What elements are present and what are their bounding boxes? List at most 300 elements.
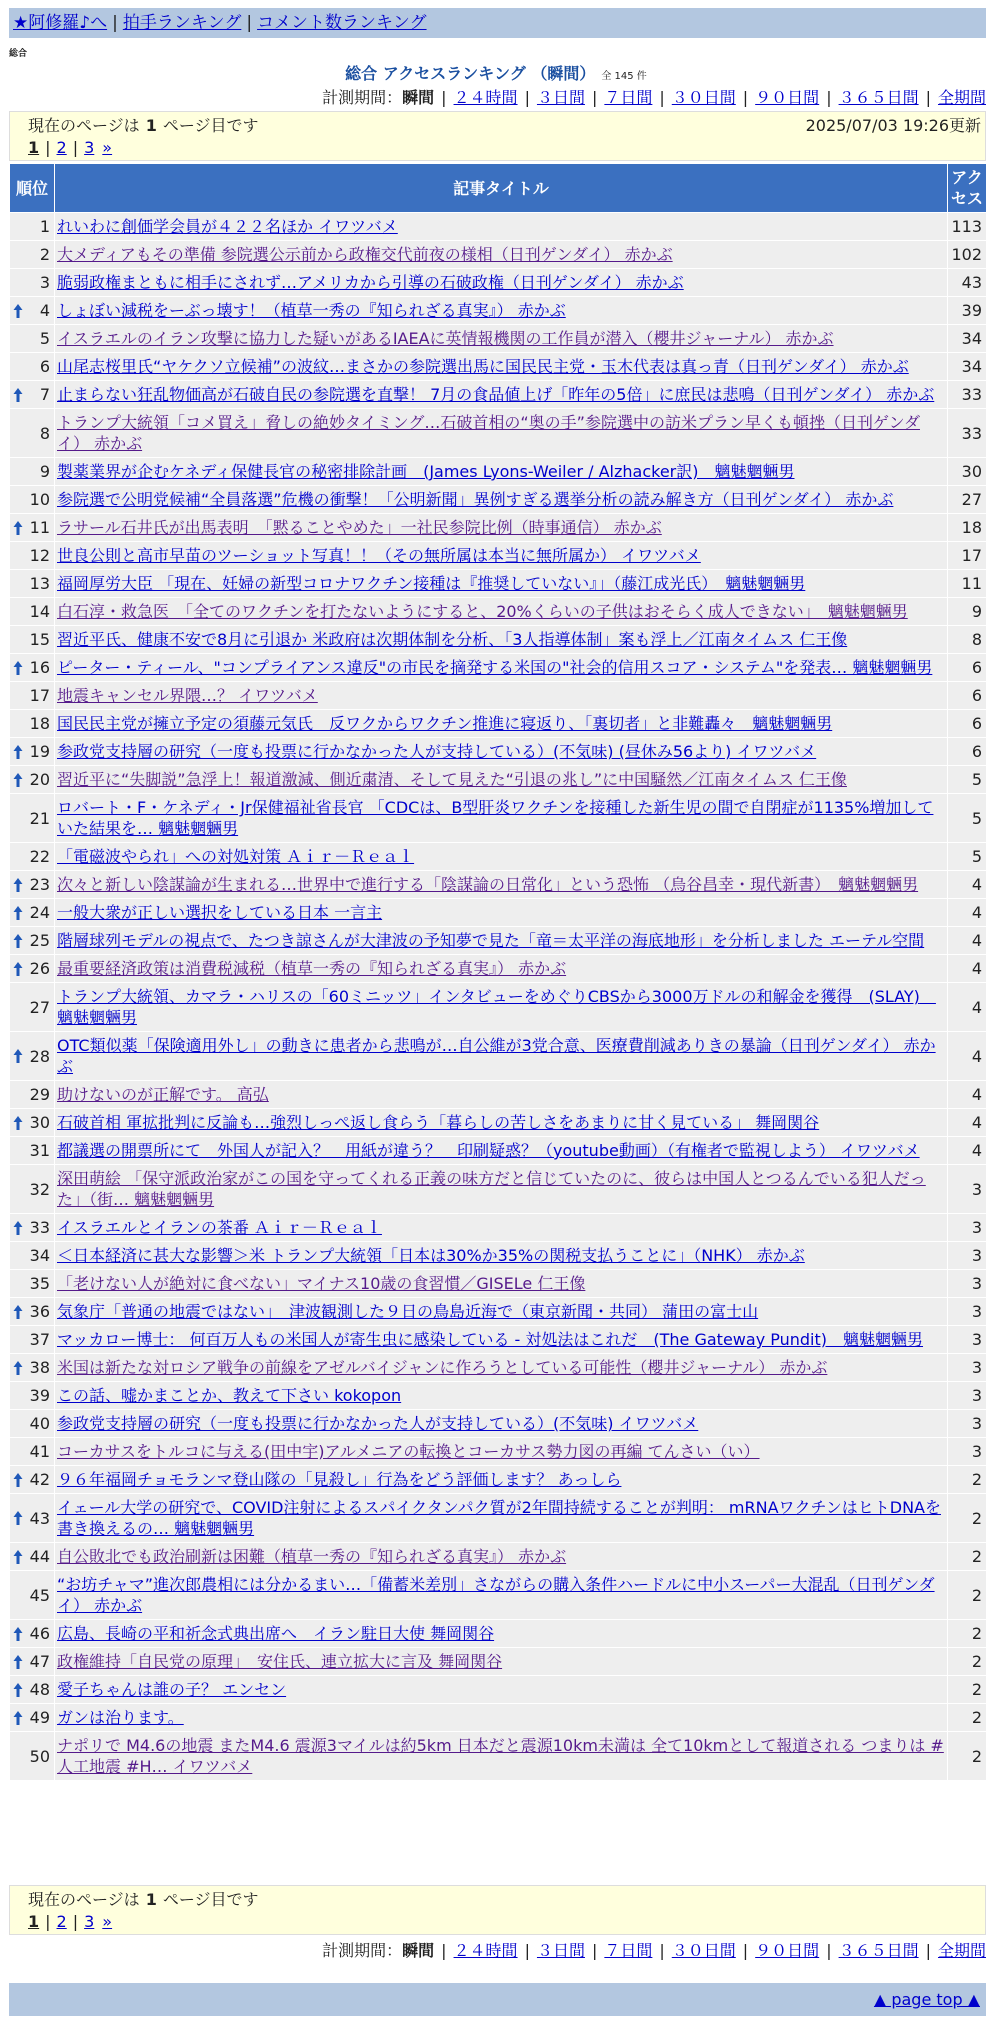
rank-number: 8 — [39, 423, 50, 443]
title-cell — [55, 1354, 948, 1382]
rank-cell — [10, 542, 55, 570]
title-cell — [55, 542, 948, 570]
title-cell — [55, 598, 948, 626]
article-title-link[interactable]: ロバート・F・ケネディ・Jr保健福祉省長官 「CDCは、B型肝炎ワクチンを接種した新生児の間で自閉症が1135%増加していた結果を… 魑魅魍魎男 — [57, 798, 934, 838]
rank-cell — [10, 1326, 55, 1354]
rank-number: 44 — [29, 1547, 50, 1566]
period-option-link[interactable]: 全期間 — [937, 1941, 986, 1960]
period-separator: | — [441, 88, 447, 107]
rank-number: 5 — [39, 329, 50, 348]
access-count: 4 — [948, 899, 987, 927]
rank-cell — [10, 1109, 55, 1137]
pagination — [28, 1911, 967, 1933]
access-count: 6 — [948, 654, 987, 682]
article-title-link[interactable]: 習近平氏、健康不安で8月に引退か 米政府は次期体制を分析、「3人指導体制」案も浮上／江南タイムス 仁王像 — [57, 630, 848, 649]
table-row — [10, 570, 987, 598]
article-title-link[interactable]: ナポリで M4.6の地震 またM4.6 震源3マイルは約5km 日本だと震源10km未満は 全て10kmとして報道される つまりは #人工地震 #H… イワツバメ — [57, 1736, 944, 1776]
table-row — [10, 1676, 987, 1704]
access-count: 33 — [948, 409, 987, 458]
rank-cell — [10, 381, 55, 409]
table-row — [10, 1571, 987, 1620]
title-cell — [55, 1214, 948, 1242]
access-count: 2 — [948, 1543, 987, 1571]
access-count: 27 — [948, 486, 987, 514]
article-title-link[interactable]: 脆弱政権まともに相手にされず…アメリカから引導の石破政権（日刊ゲンダイ） 赤かぶ — [57, 273, 684, 292]
article-title-link[interactable]: イスラエルとイランの茶番 Ａｉｒ－Ｒｅａｌ — [57, 1218, 382, 1237]
access-count: 3 — [948, 1382, 987, 1410]
access-count: 2 — [948, 1732, 987, 1781]
current-page-number: 1 — [145, 116, 157, 135]
title-cell — [55, 1137, 948, 1165]
rank-up-arrow-icon — [13, 772, 23, 788]
page-link[interactable]: 1 — [28, 1912, 40, 1931]
article-title-link[interactable]: 都議選の開票所にて 外国人が記入？ 用紙が違う？ 印刷疑惑？（youtube動画）（有権者で監視しよう） イワツバメ — [57, 1141, 920, 1160]
title-cell — [55, 1109, 948, 1137]
access-count: 3 — [948, 1410, 987, 1438]
table-header-row — [10, 164, 987, 213]
title-cell — [55, 409, 948, 458]
title-cell — [55, 514, 948, 542]
rank-number: 40 — [29, 1414, 50, 1433]
rank-number: 17 — [29, 686, 50, 705]
article-title-link[interactable]: 福岡厚労大臣 「現在、妊婦の新型コロナワクチン接種は『推奨していない』」（藤江成光氏） 魑魅魍魎男 — [57, 574, 806, 593]
article-title-link[interactable]: 自公敗北でも政治刷新は困難（植草一秀の『知られざる真実』） 赤かぶ — [57, 1547, 567, 1566]
rank-up-arrow-icon — [13, 744, 23, 760]
access-count: 2 — [948, 1571, 987, 1620]
table-row — [10, 1382, 987, 1410]
rank-number: 49 — [29, 1708, 50, 1727]
rank-cell — [10, 1354, 55, 1382]
rank-up-arrow-icon — [13, 1654, 23, 1670]
table-row — [10, 1326, 987, 1354]
page-title — [0, 62, 992, 89]
title-cell — [55, 1081, 948, 1109]
rank-cell — [10, 1081, 55, 1109]
period-label: 計測期間： — [322, 1941, 403, 1960]
article-title-link[interactable]: ラサール石井氏が出馬表明 「黙ることやめた」一社民参院比例（時事通信） 赤かぶ — [57, 518, 662, 537]
title-cell — [55, 626, 948, 654]
article-title-link[interactable]: トランプ大統領「コメ買え」脅しの絶妙タイミング…石破首相の“奥の手”参院選中の訪米プラン早くも頓挫（日刊ゲンダイ） 赤かぶ — [57, 413, 920, 453]
period-option-link[interactable]: ２４時間 — [453, 88, 518, 107]
rank-number: 23 — [29, 875, 50, 894]
table-row — [10, 1081, 987, 1109]
title-cell — [55, 710, 948, 738]
article-title-link[interactable]: 次々と新しい陰謀論が生まれる…世界中で進行する「陰謀論の日常化」という恐怖 （烏谷昌幸・現代新書） 魑魅魍魎男 — [57, 875, 919, 894]
period-separator: | — [524, 1941, 530, 1960]
article-title-link[interactable]: マッカロー博士： 何百万人もの米国人が寄生虫に感染している - 対処法はこれだ (The Gateway Pundit) 魑魅魍魎男 — [57, 1330, 924, 1349]
rank-number: 50 — [29, 1746, 50, 1766]
period-separator: | — [659, 1941, 665, 1960]
rank-cell — [10, 1410, 55, 1438]
rank-cell — [10, 1298, 55, 1326]
period-separator: | — [659, 88, 665, 107]
access-count: 5 — [948, 843, 987, 871]
period-separator: | — [524, 88, 530, 107]
table-row — [10, 458, 987, 486]
rank-cell — [10, 927, 55, 955]
table-row — [10, 1704, 987, 1732]
article-title-link[interactable]: 広島、長崎の平和祈念式典出席へ イラン駐日大使 舞岡関谷 — [57, 1624, 495, 1643]
updated-timestamp: 2025/07/03 19:26更新 — [805, 116, 981, 135]
current-page-text — [28, 1889, 967, 1911]
rank-cell — [10, 1620, 55, 1648]
table-row — [10, 486, 987, 514]
rank-cell — [10, 514, 55, 542]
title-cell — [55, 325, 948, 353]
ranking-table — [9, 163, 987, 1781]
access-count: 34 — [948, 353, 987, 381]
table-row — [10, 1165, 987, 1214]
title-cell — [55, 458, 948, 486]
period-separator: | — [826, 88, 832, 107]
title-column-header: 記事タイトル — [55, 164, 948, 213]
period-option-link[interactable]: ９０日間 — [755, 1941, 820, 1960]
rank-cell — [10, 955, 55, 983]
period-current: 瞬間 — [402, 1941, 435, 1960]
footer-bar — [9, 1983, 986, 2016]
rank-cell — [10, 1466, 55, 1494]
period-separator: | — [742, 1941, 749, 1960]
title-cell — [55, 1676, 948, 1704]
nav-separator: | — [112, 13, 118, 33]
article-title-link[interactable]: 深田萌絵 「保守派政治家がこの国を守ってくれる正義の味方だと信じていたのに、彼らは中国人とつるんでいる犯人だった」（街… 魑魅魍魎男 — [57, 1169, 926, 1209]
table-row — [10, 899, 987, 927]
access-count: 17 — [948, 542, 987, 570]
article-title-link[interactable]: ９６年福岡チョモランマ登山隊の「見殺し」行為をどう評価します？ あっしら — [57, 1470, 622, 1489]
period-option-link[interactable]: ３０日間 — [671, 88, 736, 107]
article-title-link[interactable]: 世良公則と高市早苗のツーショット写真！！（その無所属は本当に無所属か） イワツバメ — [57, 546, 701, 565]
article-title-link[interactable]: この話、嘘かまことか、教えて下さい kokopon — [57, 1386, 402, 1405]
rank-cell — [10, 1494, 55, 1543]
access-count: 3 — [948, 1165, 987, 1214]
access-count: 30 — [948, 458, 987, 486]
article-title-link[interactable]: 国民民主党が擁立予定の須藤元気氏 反ワクからワクチン推進に寝返り、「裏切者」と非難轟々 魑魅魍魎男 — [57, 714, 833, 733]
rank-number: 29 — [29, 1085, 50, 1104]
table-row — [10, 626, 987, 654]
nav-separator: | — [246, 13, 253, 33]
rank-cell — [10, 766, 55, 794]
article-title-link[interactable]: ガンは治ります。 — [57, 1708, 184, 1727]
access-count: 33 — [948, 381, 987, 409]
rank-number: 3 — [39, 273, 50, 292]
table-row — [10, 325, 987, 353]
title-cell — [55, 983, 948, 1032]
rank-up-arrow-icon — [13, 1549, 23, 1565]
access-count: 4 — [948, 955, 987, 983]
rank-cell — [10, 1165, 55, 1214]
rank-number: 19 — [29, 742, 50, 761]
rank-cell — [10, 626, 55, 654]
access-count: 3 — [948, 1438, 987, 1466]
page-separator: | — [72, 1912, 79, 1931]
rank-cell — [10, 1137, 55, 1165]
article-title-link[interactable]: 政権維持「自民党の原理」 安住氏、連立拡大に言及 舞岡関谷 — [57, 1652, 503, 1671]
page-link[interactable]: 3 — [84, 1912, 95, 1931]
period-option-link[interactable]: ７日間 — [604, 1941, 653, 1960]
next-page-link[interactable]: » — [102, 138, 113, 157]
rank-number: 25 — [29, 931, 50, 950]
article-title-link[interactable]: 白石淳・救急医 「全てのワクチンを打たないようにすると、20%くらいの子供はおそらく成人できない」 魑魅魍魎男 — [57, 602, 908, 621]
title-cell — [55, 1165, 948, 1214]
period-option-link[interactable]: ３日間 — [536, 1941, 585, 1960]
rank-up-arrow-icon — [13, 1048, 23, 1064]
rank-up-arrow-icon — [13, 303, 23, 319]
access-count: 3 — [948, 1214, 987, 1242]
clap-ranking-link[interactable]: 拍手ランキング — [122, 13, 242, 33]
title-cell — [55, 927, 948, 955]
period-option-link[interactable]: ３６５日間 — [838, 88, 919, 107]
rank-number: 31 — [29, 1141, 50, 1160]
article-title-link[interactable]: ＜日本経済に甚大な影響＞米 トランプ大統領「日本は30%か35%の関税支払うことに」（NHK） 赤かぶ — [57, 1246, 805, 1265]
comment-ranking-link[interactable]: コメント数ランキング — [257, 13, 427, 33]
rank-number: 38 — [29, 1358, 50, 1377]
rank-cell — [10, 1648, 55, 1676]
article-title-link[interactable]: 製薬業界が企むケネディ保健長官の秘密排除計画 (James Lyons-Weiler / Alzhacker訳) 魑魅魍魎男 — [57, 462, 795, 481]
period-option-link[interactable]: ３日間 — [536, 88, 585, 107]
rank-number: 30 — [29, 1113, 50, 1132]
access-count: 4 — [948, 1032, 987, 1081]
rank-number: 1 — [39, 217, 50, 236]
article-title-link[interactable]: しょぼい減税をーぶっ壊す！（植草一秀の『知られざる真実』） 赤かぶ — [57, 301, 566, 320]
rank-cell — [10, 1438, 55, 1466]
next-page-link[interactable]: » — [102, 1912, 113, 1931]
access-count: 2 — [948, 1676, 987, 1704]
current-page-prefix: 現在のページは — [28, 116, 140, 135]
rank-number: 26 — [29, 959, 50, 978]
period-current: 瞬間 — [402, 88, 435, 107]
article-title-link[interactable]: れいわに創価学会員が４２２名ほか イワツバメ — [57, 217, 398, 236]
title-cell — [55, 955, 948, 983]
title-cell — [55, 353, 948, 381]
rank-cell — [10, 1214, 55, 1242]
rank-number: 45 — [29, 1585, 50, 1605]
access-count: 3 — [948, 1242, 987, 1270]
current-page-prefix: 現在のページは — [28, 1890, 140, 1909]
rank-number: 22 — [29, 847, 50, 866]
title-cell — [55, 570, 948, 598]
period-option-link[interactable]: ２４時間 — [453, 1941, 518, 1960]
table-row — [10, 983, 987, 1032]
current-page-suffix: ページ目です — [162, 1890, 259, 1909]
access-count: 39 — [948, 297, 987, 325]
rank-cell — [10, 297, 55, 325]
title-cell — [55, 682, 948, 710]
rank-up-arrow-icon — [13, 905, 23, 921]
rank-cell — [10, 1543, 55, 1571]
page-link[interactable]: 2 — [56, 138, 67, 157]
page-link[interactable]: 1 — [28, 138, 40, 157]
rank-number: 36 — [29, 1302, 50, 1321]
article-title-link[interactable]: コーカサスをトルコに与える(田中宇)アルメニアの転換とコーカサス勢力図の再編 てんさい（い） — [57, 1442, 760, 1461]
period-option-link[interactable]: ３６５日間 — [838, 1941, 919, 1960]
article-title-link[interactable]: 「老けない人が絶対に食べない」マイナス10歳の食習慣／GISELe 仁王像 — [57, 1274, 586, 1293]
title-cell — [55, 241, 948, 269]
period-option-link[interactable]: ７日間 — [604, 88, 653, 107]
rank-number: 42 — [29, 1470, 50, 1489]
access-count: 18 — [948, 514, 987, 542]
period-option-link[interactable]: ３０日間 — [671, 1941, 736, 1960]
home-link[interactable]: ★阿修羅♪へ — [13, 13, 108, 33]
page-link[interactable]: 2 — [56, 1912, 67, 1931]
title-cell — [55, 1620, 948, 1648]
access-count: 4 — [948, 1137, 987, 1165]
article-title-link[interactable]: 階層球列モデルの視点で、たつき諒さんが大津波の予知夢で見た「竜＝太平洋の海底地形」を分析しました エーテル空間 — [57, 931, 925, 950]
rank-number: 20 — [29, 770, 50, 789]
article-title-link[interactable]: トランプ大統領、カマラ・ハリスの「60ミニッツ」インタビューをめぐりCBSから3000万ドルの和解金を獲得 (SLAY) 魑魅魍魎男 — [57, 987, 936, 1027]
page-link[interactable]: 3 — [84, 138, 95, 157]
table-row — [10, 598, 987, 626]
rank-cell — [10, 710, 55, 738]
table-row — [10, 738, 987, 766]
rank-up-arrow-icon — [13, 1682, 23, 1698]
ranking-title: 総合 アクセスランキング （瞬間） — [345, 64, 596, 83]
table-row — [10, 213, 987, 241]
period-label: 計測期間： — [322, 88, 403, 107]
article-title-link[interactable]: 山尾志桜里氏“ヤケクソ立候補”の波紋…まさかの参院選出馬に国民民主党・玉木代表は真っ青（日刊ゲンダイ） 赤かぶ — [57, 357, 909, 376]
access-count: 5 — [948, 766, 987, 794]
period-separator: | — [742, 88, 749, 107]
table-row — [10, 843, 987, 871]
rank-cell — [10, 1704, 55, 1732]
page-info-bottom — [9, 1885, 986, 1935]
rank-cell — [10, 1732, 55, 1781]
rank-number: 21 — [29, 808, 50, 828]
period-separator: | — [591, 88, 598, 107]
rank-cell — [10, 1382, 55, 1410]
title-cell — [55, 1326, 948, 1354]
rank-cell — [10, 269, 55, 297]
article-title-link[interactable]: 習近平に“失脚説”急浮上！報道激減、側近粛清、そして見えた“引退の兆し”に中国騒然／江南タイムス 仁王像 — [57, 770, 847, 789]
table-row — [10, 1732, 987, 1781]
title-cell — [55, 794, 948, 843]
table-row — [10, 1270, 987, 1298]
rank-up-arrow-icon — [13, 1626, 23, 1642]
article-title-link[interactable]: イェール大学の研究で、COVID注射によるスパイクタンパク質が2年間持続することが判明： mRNAワクチンはヒトDNAを書き換えるの… 魑魅魍魎男 — [57, 1498, 941, 1538]
article-title-link[interactable]: 気象庁「普通の地震ではない」 津波観測した９日の鳥島近海で（東京新聞・共同） 蒲田の富士山 — [57, 1302, 759, 1321]
table-row — [10, 1242, 987, 1270]
period-option-link[interactable]: 全期間 — [937, 88, 986, 107]
table-row — [10, 955, 987, 983]
title-cell — [55, 766, 948, 794]
rank-number: 37 — [29, 1330, 50, 1349]
rank-cell — [10, 1571, 55, 1620]
article-title-link[interactable]: 一般大衆が正しい選択をしている日本 一言主 — [57, 903, 383, 922]
page-top-link[interactable]: ▲ page top ▲ — [873, 1990, 980, 2009]
rank-cell — [10, 1270, 55, 1298]
article-title-link[interactable]: イスラエルのイラン攻撃に協力した疑いがあるIAEAに英情報機関の工作員が潜入（櫻井ジャーナル） 赤かぶ — [57, 329, 834, 348]
rank-cell — [10, 241, 55, 269]
article-title-link[interactable]: ピーター・ティール、"コンプライアンス違反"の市民を摘発する米国の"社会的信用スコア・システム"を発表… 魑魅魍魎男 — [57, 658, 933, 677]
access-count: 5 — [948, 794, 987, 843]
rank-number: 9 — [39, 462, 50, 481]
rank-number: 41 — [29, 1442, 50, 1461]
rank-up-arrow-icon — [13, 1220, 23, 1236]
title-cell — [55, 213, 948, 241]
current-page-number: 1 — [145, 1890, 157, 1909]
title-cell — [55, 1732, 948, 1781]
access-count: 2 — [948, 1648, 987, 1676]
title-cell — [55, 1543, 948, 1571]
period-selector-bottom — [322, 1939, 986, 1963]
rank-number: 15 — [29, 630, 50, 649]
rank-cell — [10, 871, 55, 899]
access-count: 6 — [948, 738, 987, 766]
article-title-link[interactable]: 最重要経済政策は消費税減税（植草一秀の『知られざる真実』） 赤かぶ — [57, 959, 567, 978]
period-selector-top — [322, 86, 986, 110]
access-count: 4 — [948, 927, 987, 955]
title-cell — [55, 871, 948, 899]
title-cell — [55, 1270, 948, 1298]
period-option-link[interactable]: ９０日間 — [755, 88, 820, 107]
access-count: 2 — [948, 1620, 987, 1648]
article-title-link[interactable]: 愛子ちゃんは誰の子？ エンセン — [57, 1680, 287, 1699]
total-count: 全 145 件 — [601, 71, 647, 82]
category-label: 総合 — [9, 49, 28, 59]
access-count: 2 — [948, 1466, 987, 1494]
title-cell — [55, 738, 948, 766]
title-cell — [55, 486, 948, 514]
article-title-link[interactable]: 大メディアもその準備 参院選公示前から政権交代前夜の様相（日刊ゲンダイ） 赤かぶ — [57, 245, 673, 264]
article-title-link[interactable]: 止まらない狂乱物価高が石破自民の参院選を直撃！ 7月の食品値上げ「昨年の5倍」に庶民は悲鳴（日刊ゲンダイ） 赤かぶ — [57, 385, 935, 404]
rank-number: 11 — [29, 518, 50, 537]
access-count: 4 — [948, 1081, 987, 1109]
access-count: 4 — [948, 871, 987, 899]
period-separator: | — [441, 1941, 447, 1960]
article-title-link[interactable]: OTC類似薬「保険適用外し」の動きに患者から悲鳴が…自公維が3党合意、医療費削減ありきの暴論（日刊ゲンダイ） 赤かぶ — [57, 1036, 936, 1076]
rank-number: 35 — [29, 1274, 50, 1293]
article-title-link[interactable]: 「電磁波やられ」への対処対策 Ａｉｒ－Ｒｅａｌ — [57, 847, 415, 866]
access-count: 6 — [948, 710, 987, 738]
rank-number: 13 — [29, 574, 50, 593]
table-row — [10, 409, 987, 458]
rank-number: 6 — [39, 357, 50, 376]
title-cell — [55, 843, 948, 871]
rank-up-arrow-icon — [13, 1360, 23, 1376]
article-title-link[interactable]: 参院選で公明党候補“全員落選”危機の衝撃！「公明新聞」異例すぎる選挙分析の読み解き方（日刊ゲンダイ） 赤かぶ — [57, 490, 894, 509]
article-title-link[interactable]: 石破首相 軍拡批判に反論も…強烈しっぺ返し食らう「暮らしの苦しさをあまりに甘く見ている」 舞岡関谷 — [57, 1113, 820, 1132]
article-title-link[interactable]: 米国は新たな対ロシア戦争の前線をアゼルバイジャンに作ろうとしている可能性（櫻井ジャーナル） 赤かぶ — [57, 1358, 828, 1377]
access-column-header: アクセス — [948, 164, 987, 213]
rank-number: 34 — [29, 1246, 50, 1265]
article-title-link[interactable]: 参政党支持層の研究（一度も投票に行かなかった人が支持している）(不気味) (昼休み56より) イワツバメ — [57, 742, 817, 761]
article-title-link[interactable]: 地震キャンセル界隈…？ イワツバメ — [57, 686, 318, 705]
table-row — [10, 794, 987, 843]
article-title-link[interactable]: 参政党支持層の研究（一度も投票に行かなかった人が支持している）(不気味) イワツバメ — [57, 1414, 699, 1433]
article-title-link[interactable]: 助けないのが正解です。 高弘 — [57, 1085, 269, 1104]
table-row — [10, 542, 987, 570]
access-count: 4 — [948, 983, 987, 1032]
rank-up-arrow-icon — [13, 961, 23, 977]
table-row — [10, 1354, 987, 1382]
rank-cell — [10, 794, 55, 843]
rank-cell — [10, 570, 55, 598]
table-row — [10, 1032, 987, 1081]
article-title-link[interactable]: “お坊チャマ”進次郎農相には分かるまい…「備蓄米差別」さながらの購入条件ハードルに中小スーパー大混乱（日刊ゲンダイ） 赤かぶ — [57, 1575, 935, 1615]
title-cell — [55, 1466, 948, 1494]
access-count: 3 — [948, 1326, 987, 1354]
table-row — [10, 353, 987, 381]
title-cell — [55, 297, 948, 325]
access-count: 9 — [948, 598, 987, 626]
access-count: 102 — [948, 241, 987, 269]
rank-up-arrow-icon — [13, 1115, 23, 1131]
access-count: 4 — [948, 1109, 987, 1137]
table-row — [10, 241, 987, 269]
access-count: 2 — [948, 1494, 987, 1543]
table-row — [10, 1620, 987, 1648]
title-cell — [55, 1410, 948, 1438]
rank-number: 16 — [29, 658, 50, 677]
